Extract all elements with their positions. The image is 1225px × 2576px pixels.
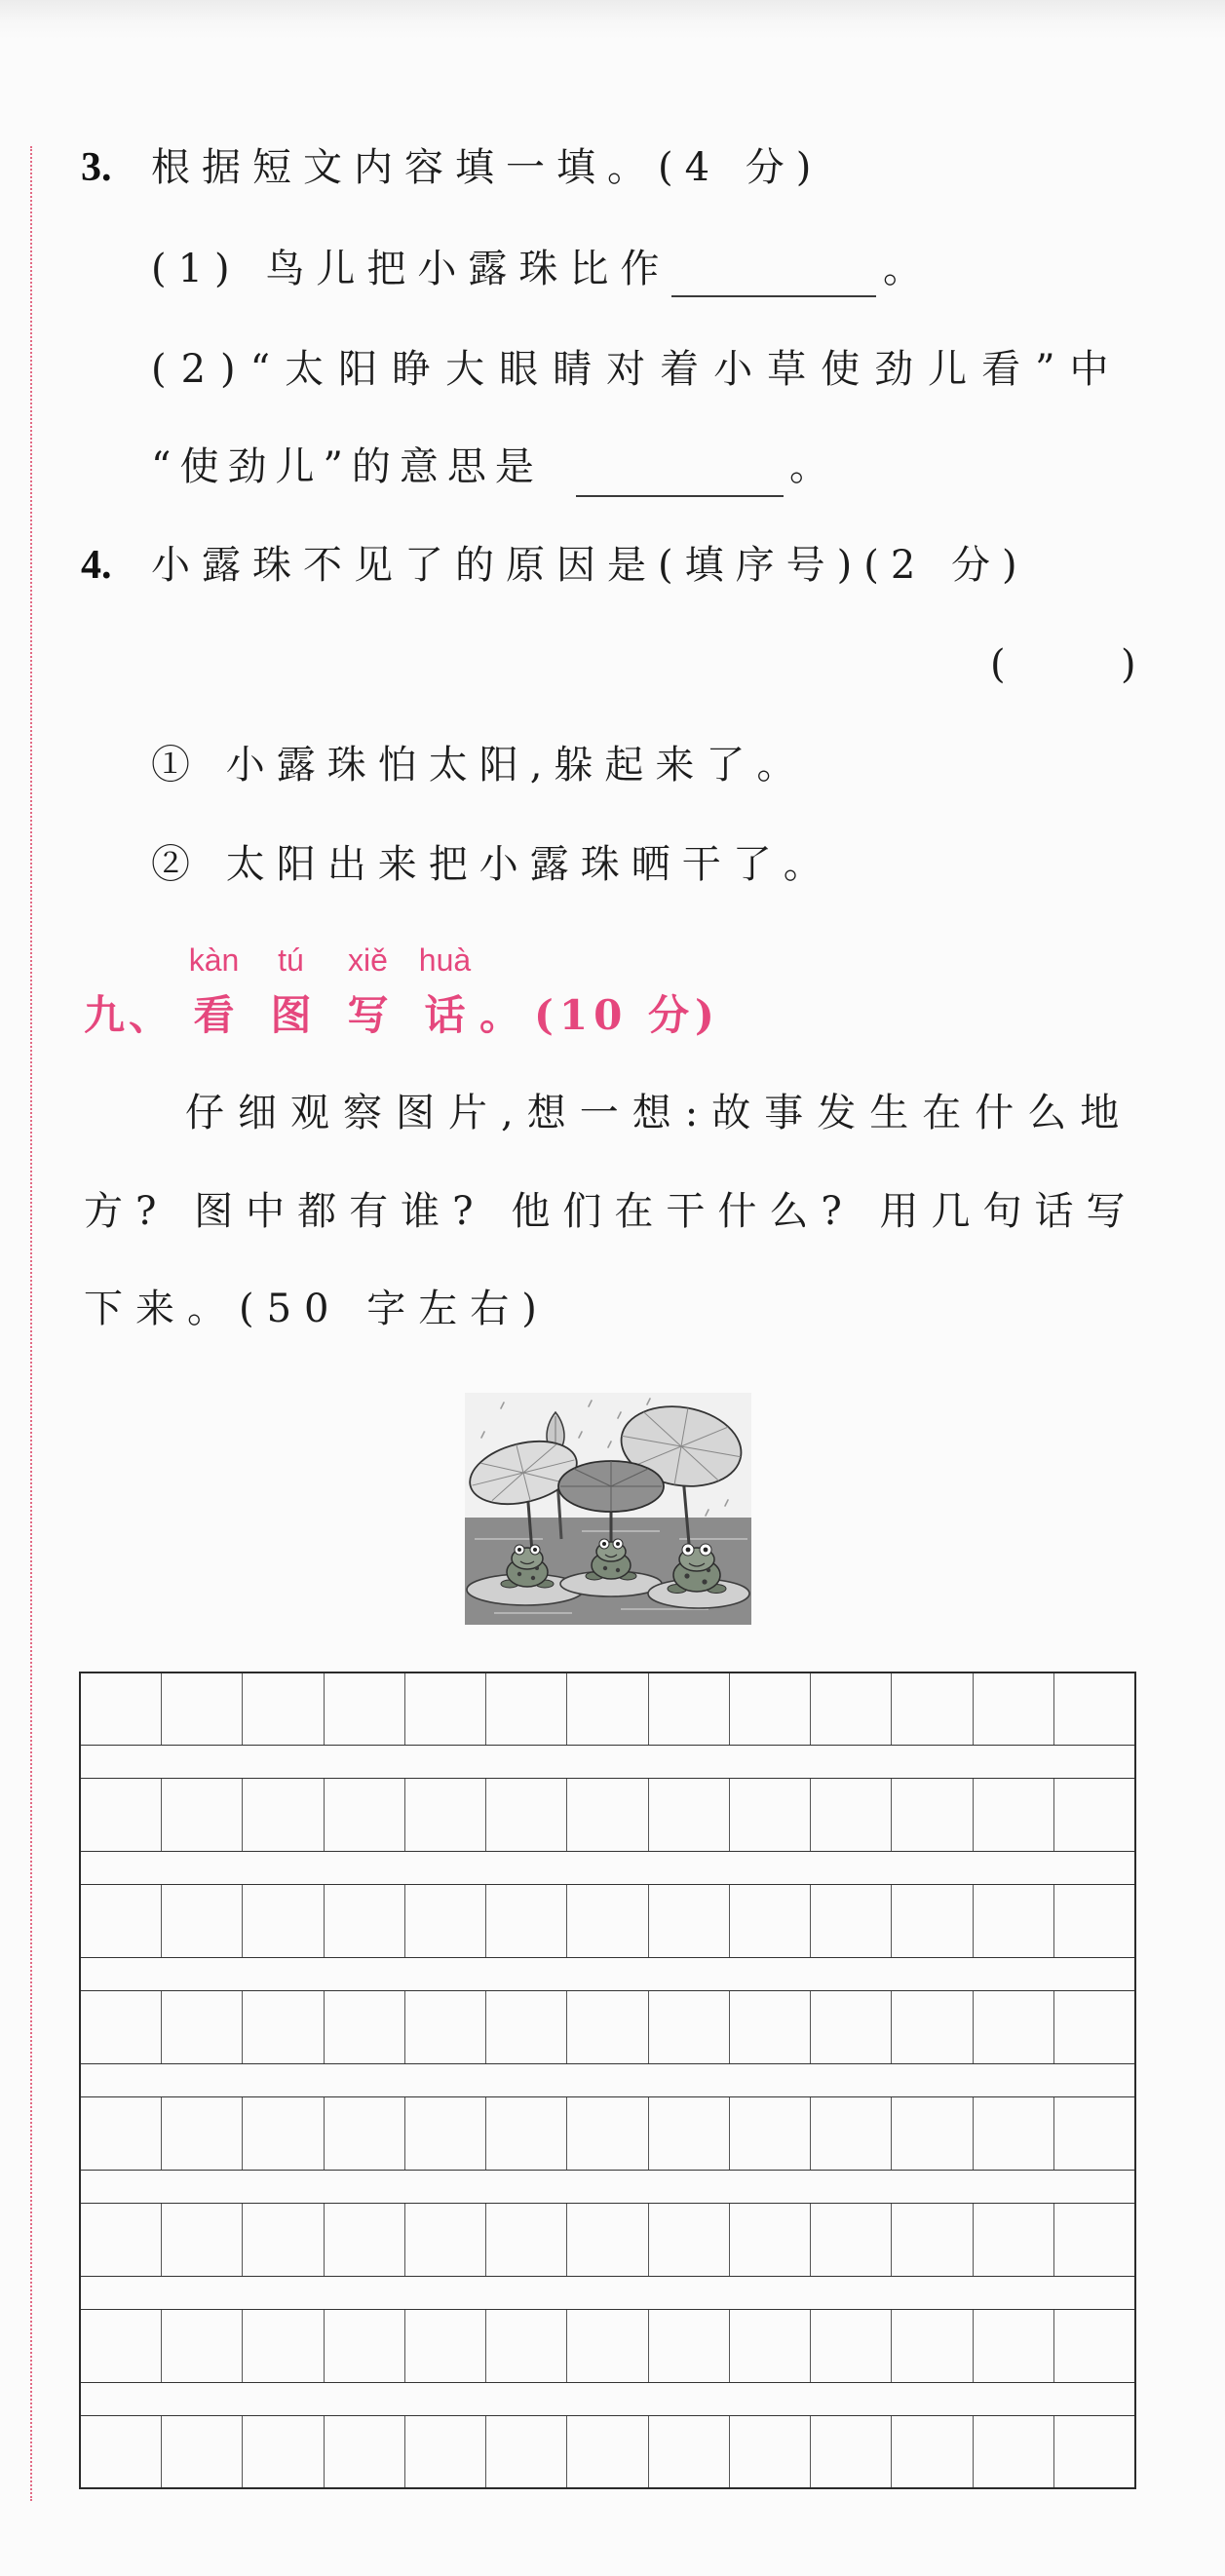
writing-grid-cell <box>1054 2204 1134 2276</box>
writing-grid-cell <box>162 2310 243 2382</box>
option-1: ① 小露珠怕太阳,躲起来了。 <box>151 743 808 788</box>
title-pinyin: huà <box>418 942 472 978</box>
writing-grid-cell <box>405 1885 486 1957</box>
writing-grid-cell <box>730 1991 811 2063</box>
writing-grid-cell <box>974 2204 1054 2276</box>
writing-grid-cell <box>162 1673 243 1745</box>
writing-grid-cell <box>162 1779 243 1851</box>
writing-grid-cell <box>1054 1673 1134 1745</box>
writing-grid-cell <box>730 2310 811 2382</box>
writing-grid-cell <box>649 2310 730 2382</box>
writing-grid-cell <box>243 1991 324 2063</box>
writing-grid-cell <box>162 1991 243 2063</box>
writing-grid-cell <box>405 2416 486 2487</box>
writing-grid-cell <box>974 1991 1054 2063</box>
writing-grid-cell <box>811 2416 892 2487</box>
writing-grid-cell <box>162 1885 243 1957</box>
question-3-prompt: 根据短文内容填一填。(4 分) <box>151 145 823 190</box>
writing-grid-cell <box>405 2310 486 2382</box>
writing-grid-cell <box>162 2097 243 2170</box>
title-column <box>175 938 252 1045</box>
writing-grid-cell <box>243 2310 324 2382</box>
writing-grid-cell <box>974 1779 1054 1851</box>
answer-bracket-close: ) <box>1121 642 1136 687</box>
writing-grid-cell <box>811 1885 892 1957</box>
writing-grid-cell <box>1054 2097 1134 2170</box>
question-4-prompt: 小露珠不见了的原因是(填序号)(2 分) <box>151 543 1029 588</box>
writing-grid-cell <box>1054 2416 1134 2487</box>
writing-grid-cell <box>81 1673 162 1745</box>
writing-grid-cell <box>811 1673 892 1745</box>
writing-grid-cell <box>730 1779 811 1851</box>
writing-grid-row <box>81 2309 1134 2383</box>
writing-grid-cell <box>81 2310 162 2382</box>
writing-grid-cell <box>892 2416 973 2487</box>
writing-grid-cell <box>892 1779 973 1851</box>
option-2: ② 太阳出来把小露珠晒干了。 <box>151 842 834 887</box>
writing-grid-cell <box>486 2310 567 2382</box>
writing-grid-cell <box>325 2416 405 2487</box>
answer-blank-line <box>576 495 784 497</box>
title-char: 话 <box>424 991 466 1039</box>
writing-grid-cell <box>567 2310 648 2382</box>
title-pinyin: tú <box>278 942 304 978</box>
writing-grid-cell <box>892 1885 973 1957</box>
writing-grid-cell <box>405 1991 486 2063</box>
writing-grid-row <box>81 2096 1134 2171</box>
writing-grid-cell <box>730 2204 811 2276</box>
title-pinyin: kàn <box>188 942 240 978</box>
writing-grid-cell <box>974 2416 1054 2487</box>
writing-grid-cell <box>892 2204 973 2276</box>
writing-grid-cell <box>81 2416 162 2487</box>
writing-grid-cell <box>974 2310 1054 2382</box>
title-char: 写 <box>347 991 389 1039</box>
writing-grid-cell <box>486 1779 567 1851</box>
writing-grid-cell <box>486 2097 567 2170</box>
question-3-item-2-continuation: “使劲儿”的意思是 <box>151 444 543 489</box>
writing-grid-cell <box>1054 2310 1134 2382</box>
instruction-line: 下来。(50 字左右) <box>84 1287 550 1331</box>
writing-grid-cell <box>243 2204 324 2276</box>
writing-grid-cell <box>974 2097 1054 2170</box>
writing-grid-cell <box>486 1885 567 1957</box>
writing-grid-cell <box>81 1885 162 1957</box>
writing-grid-cell <box>486 2204 567 2276</box>
writing-grid-cell <box>325 2310 405 2382</box>
writing-grid-cell <box>811 2310 892 2382</box>
instruction-line: 方? 图中都有谁? 他们在干什么? 用几句话写 <box>84 1189 1138 1234</box>
writing-grid-cell <box>325 1673 405 1745</box>
writing-grid-cell <box>243 1673 324 1745</box>
writing-grid-cell <box>892 2097 973 2170</box>
writing-grid-cell <box>567 1779 648 1851</box>
answer-blank-line <box>671 295 876 297</box>
title-pinyin: xiě <box>348 942 388 978</box>
writing-grid-cell <box>567 1885 648 1957</box>
writing-grid-cell <box>892 2310 973 2382</box>
writing-grid-cell <box>1054 1885 1134 1957</box>
writing-grid-cell <box>405 2097 486 2170</box>
section-9-score: (10 分) <box>534 991 720 1039</box>
title-column <box>329 938 406 1045</box>
writing-grid-row <box>81 1990 1134 2064</box>
section-9-title <box>175 938 483 1045</box>
question-3-item-2-period: 。 <box>789 444 840 489</box>
writing-grid-cell <box>243 2097 324 2170</box>
writing-grid-cell <box>730 2097 811 2170</box>
writing-grid-cell <box>811 2097 892 2170</box>
frogs-under-lotus-leaves-illustration <box>465 1393 751 1625</box>
question-4-number: 4. <box>81 543 112 588</box>
writing-grid-cell <box>811 1779 892 1851</box>
title-char: 看 <box>193 991 235 1039</box>
writing-grid-cell <box>892 1991 973 2063</box>
writing-grid-cell <box>730 2416 811 2487</box>
writing-grid <box>79 1672 1136 2489</box>
instruction-line: 仔细观察图片,想一想:故事发生在什么地 <box>185 1091 1133 1135</box>
question-3-item-2-text: (2)“太阳睁大眼睛对着小草使劲儿看”中 <box>151 347 1124 392</box>
writing-grid-cell <box>730 1673 811 1745</box>
writing-grid-cell <box>567 2416 648 2487</box>
writing-grid-cell <box>486 1991 567 2063</box>
writing-grid-row <box>81 2203 1134 2277</box>
section-9-title-period: 。 <box>479 991 521 1039</box>
writing-grid-row <box>81 1672 1134 1746</box>
writing-grid-cell <box>567 1991 648 2063</box>
writing-grid-cell <box>81 1779 162 1851</box>
writing-grid-cell <box>243 2416 324 2487</box>
writing-grid-cell <box>649 2204 730 2276</box>
writing-grid-cell <box>649 2416 730 2487</box>
writing-grid-cell <box>567 2097 648 2170</box>
writing-grid-cell <box>1054 1779 1134 1851</box>
title-column <box>406 938 483 1045</box>
writing-grid-cell <box>892 1673 973 1745</box>
writing-grid-cell <box>243 1779 324 1851</box>
writing-grid-cell <box>730 1885 811 1957</box>
writing-grid-cell <box>649 2097 730 2170</box>
writing-grid-cell <box>325 2204 405 2276</box>
writing-grid-cell <box>325 1991 405 2063</box>
writing-grid-cell <box>1054 1991 1134 2063</box>
answer-bracket-open: ( <box>990 642 1006 687</box>
writing-grid-cell <box>243 1885 324 1957</box>
question-3-item-1-text: (1) 鸟儿把小露珠比作 <box>151 247 671 291</box>
question-3-item-1-period: 。 <box>883 247 934 291</box>
writing-grid-cell <box>162 2204 243 2276</box>
question-3-number: 3. <box>81 145 112 190</box>
writing-grid-cell <box>486 2416 567 2487</box>
writing-grid-row <box>81 1884 1134 1958</box>
writing-grid-cell <box>811 2204 892 2276</box>
title-column <box>252 938 329 1045</box>
writing-grid-cell <box>649 1991 730 2063</box>
writing-grid-cell <box>811 1991 892 2063</box>
writing-grid-row <box>81 1778 1134 1852</box>
writing-grid-cell <box>405 1779 486 1851</box>
writing-grid-cell <box>325 2097 405 2170</box>
writing-grid-cell <box>81 2097 162 2170</box>
writing-grid-cell <box>974 1885 1054 1957</box>
title-char: 图 <box>270 991 312 1039</box>
writing-grid-cell <box>81 2204 162 2276</box>
writing-grid-cell <box>162 2416 243 2487</box>
writing-grid-cell <box>567 1673 648 1745</box>
writing-grid-cell <box>325 1885 405 1957</box>
writing-grid-cell <box>81 1991 162 2063</box>
writing-grid-cell <box>649 1779 730 1851</box>
writing-grid-cell <box>649 1885 730 1957</box>
writing-grid-cell <box>974 1673 1054 1745</box>
writing-grid-cell <box>486 1673 567 1745</box>
writing-grid-cell <box>567 2204 648 2276</box>
writing-grid-cell <box>325 1779 405 1851</box>
writing-grid-cell <box>405 2204 486 2276</box>
writing-grid-cell <box>405 1673 486 1745</box>
red-dotted-margin-line <box>30 146 32 2501</box>
writing-grid-cell <box>649 1673 730 1745</box>
writing-grid-row <box>81 2415 1134 2489</box>
section-9-number: 九、 <box>84 991 174 1039</box>
